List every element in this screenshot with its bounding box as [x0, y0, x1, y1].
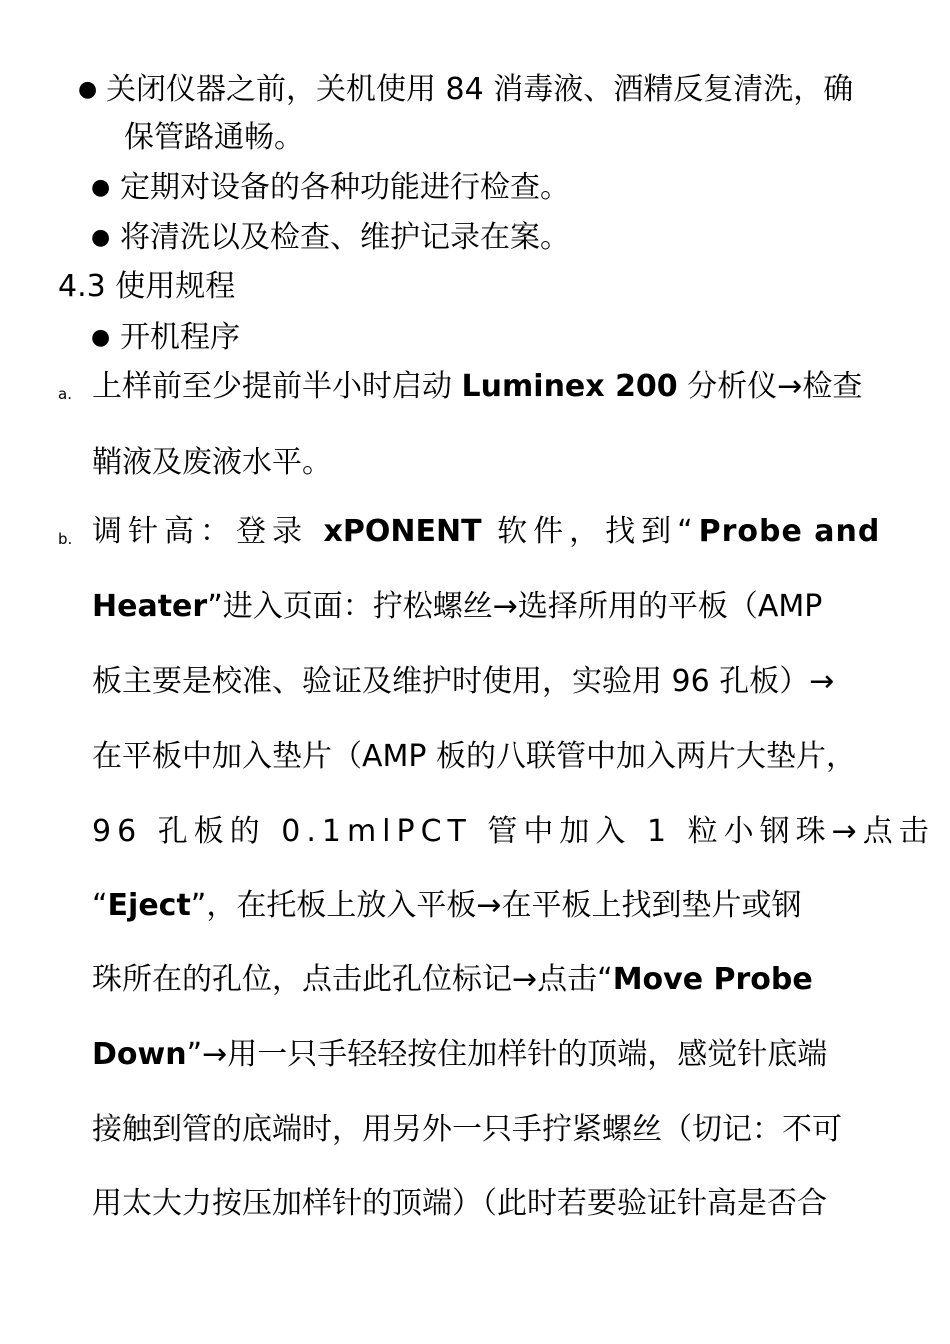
- item-b-text: ”→用一只手轻轻按住加样针的顶端，感觉针底端: [186, 1037, 828, 1072]
- item-b-line-1: [92, 514, 880, 550]
- item-b-line-4: 在平板中加入垫片（AMP 板的八联管中加入两片大垫片，: [92, 739, 857, 774]
- item-a-line-1: [92, 369, 862, 405]
- item-a-text: 上样前至少提前半小时启动: [92, 369, 462, 404]
- bullet-text-2: 定期对设备的各种功能进行检查。: [120, 170, 570, 205]
- item-b-bold-term: Down: [92, 1037, 187, 1072]
- item-b-line-6: [92, 888, 801, 924]
- bullet-dot: ●: [91, 325, 111, 350]
- item-b-bold-term: Heater: [92, 589, 208, 624]
- item-b-line-10: 用太大力按压加样针的顶端）（此时若要验证针高是否合: [92, 1186, 827, 1221]
- item-b-text: 珠所在的孔位，点击此孔位标记→点击“: [92, 962, 613, 997]
- item-a-product-name: Luminex 200: [461, 369, 678, 404]
- item-b-text: 调针高：登录: [92, 514, 324, 549]
- bullet-text-1-cont: 保管路通畅。: [124, 120, 304, 155]
- item-b-text: ”进入页面：拧松螺丝→选择所用的平板（AMP: [207, 589, 823, 624]
- bullet-dot: ●: [91, 225, 111, 250]
- list-marker-b: b.: [58, 530, 73, 548]
- item-b-bold-term: Eject: [107, 888, 191, 923]
- bullet-dot: ●: [78, 77, 98, 102]
- item-b-text: 软件，找到“: [481, 514, 699, 549]
- item-b-text: “: [92, 888, 108, 923]
- sub-bullet-text: 开机程序: [120, 320, 240, 355]
- item-b-line-3: 板主要是校准、验证及维护时使用，实验用 96 孔板）→: [92, 664, 835, 699]
- item-b-line-8: [92, 1037, 827, 1073]
- bullet-text-1: 关闭仪器之前，关机使用 84 消毒液、酒精反复清洗，确: [106, 72, 854, 107]
- item-b-line-5: 96 孔板的 0.1mlPCT 管中加入 1 粒小钢珠→点击: [92, 814, 935, 849]
- item-b-line-7: [92, 962, 813, 998]
- item-b-bold-term: Move Probe: [612, 962, 813, 997]
- bullet-dot: ●: [91, 175, 111, 200]
- bullet-text-3: 将清洗以及检查、维护记录在案。: [120, 220, 570, 255]
- item-a-text: 分析仪→检查: [677, 369, 863, 404]
- item-b-line-9: 接触到管的底端时，用另外一只手拧紧螺丝（切记：不可: [92, 1112, 842, 1147]
- item-b-line-2: [92, 589, 822, 625]
- item-b-bold-term: Probe and: [698, 514, 881, 549]
- item-b-software-name: xPONENT: [323, 514, 482, 549]
- item-a-line-2: 鞘液及废液水平。: [92, 445, 332, 480]
- section-heading: 4.3 使用规程: [58, 269, 236, 304]
- list-marker-a: a.: [58, 385, 72, 403]
- item-b-text: ”，在托板上放入平板→在平板上找到垫片或钢: [190, 888, 802, 923]
